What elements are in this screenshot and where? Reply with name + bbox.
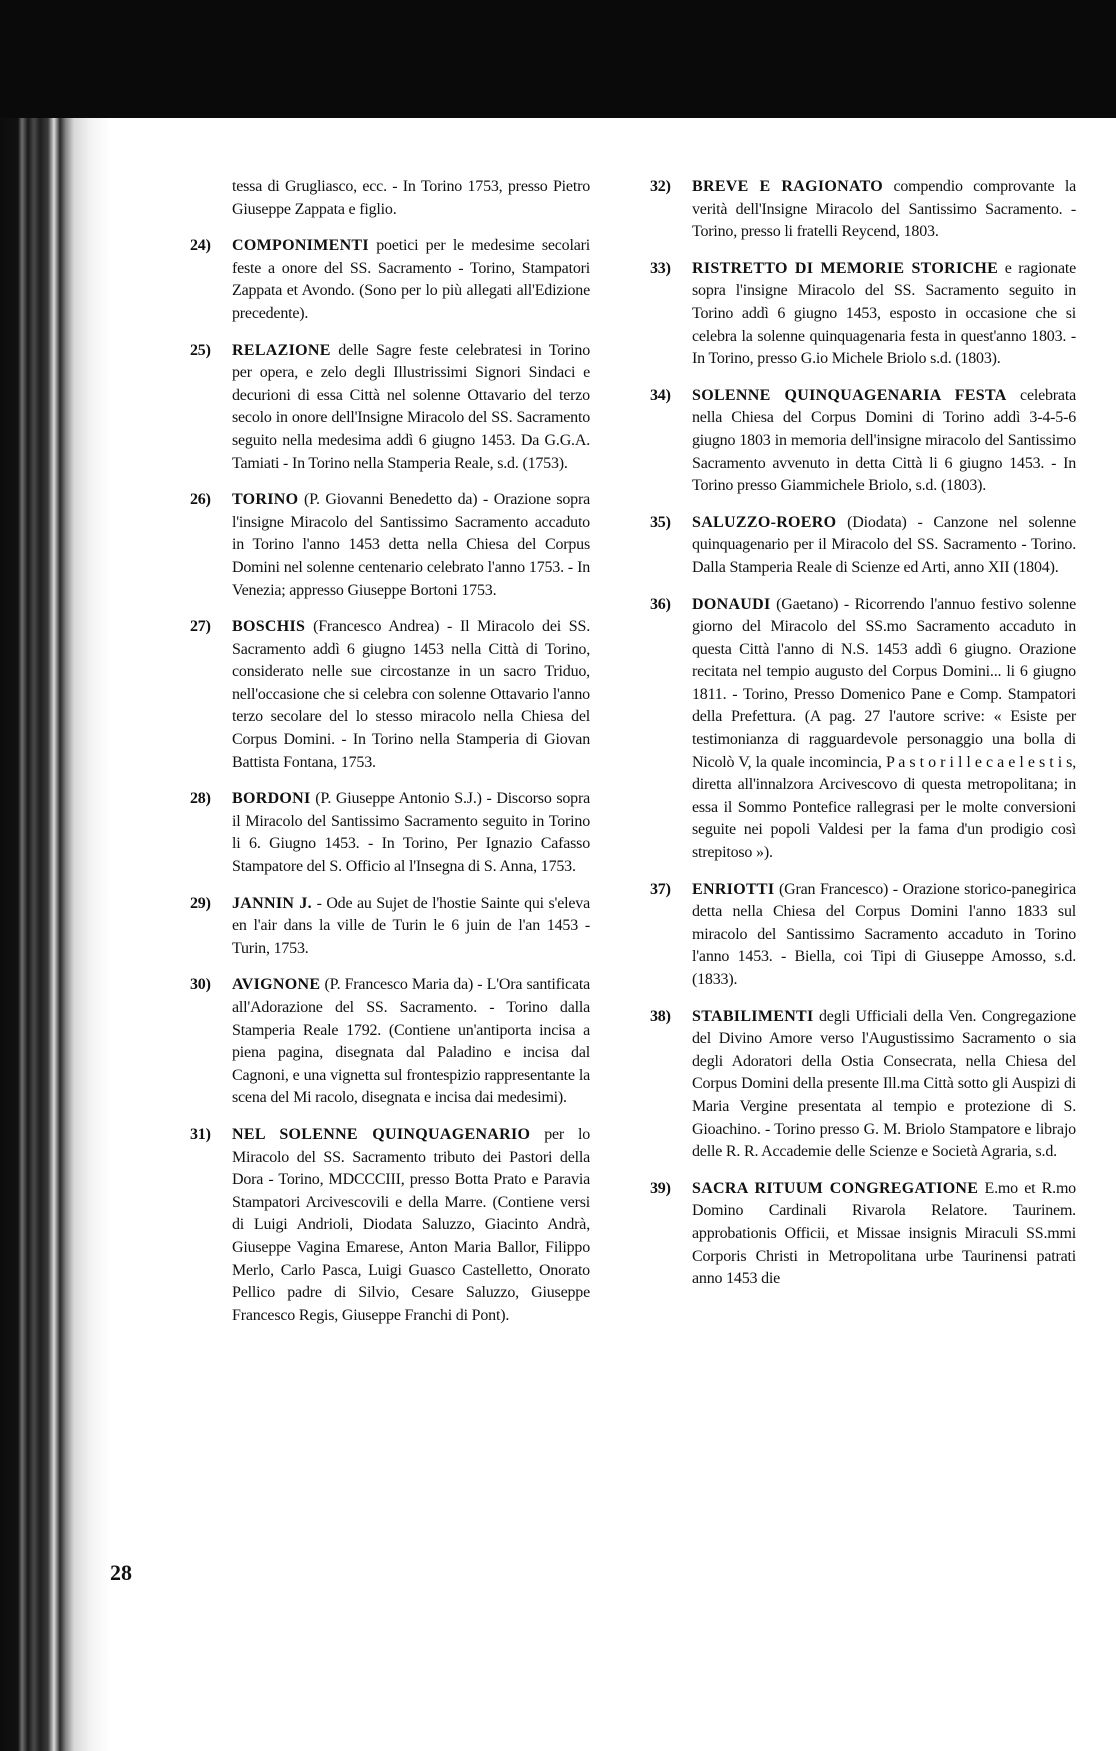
entry-heading: SOLENNE QUINQUAGENARIA FESTA — [692, 386, 1007, 404]
entry-text: tessa di Grugliasco, ecc. - In Torino 1753, presso Pietro Giuseppe Zappata e figlio. — [232, 178, 590, 218]
entry-text: (P. Giuseppe Antonio S.J.) - Discorso sopra il Miracolo del Santissimo Sacramento seguito in Torino li 6. Giugno 1453. - In Torino, Per Ignazio Cafasso Stampatore del S. Officio al l'Insegna di S. Anna, 1753. — [232, 790, 590, 876]
entry-text: E.mo et R.mo Domino Cardinali Rivarola Relatore. Taurinem. approbationis Officii, et Missae insignis Miraculi SS.mmi Corporis Christi in Metropolitana urbe Taurinensi patrati anno 1453 die — [692, 1179, 1076, 1288]
entry-text: delle Sagre feste celebratesi in Torino per opera, e zelo degli Illustrissimi Signori Sindaci e decurioni di essa Città nel solenne Ottavario del terzo secolo in onore dell'Insigne Miracolo del SS. Sacramento seguito nella medesima addì 6 giugno 1453. Da G.G.A. Tamiati - In Torino nella Stamperia Reale, s.d. (1753). — [232, 341, 590, 472]
entry-heading: SACRA RITUUM CONGREGATIONE — [692, 1179, 979, 1197]
bibliography-entry — [190, 1124, 590, 1327]
entry-heading: AVIGNONE — [232, 976, 321, 994]
entry-text: compendio comprovante la verità dell'Insigne Miracolo del Santissimo Sacramento. - Torino, presso li fratelli Reycend, 1803. — [692, 178, 1076, 241]
entry-text: per lo Miracolo del SS. Sacramento tributo dei Pastori della Dora - Torino, MDCCCIII, presso Botta Prato e Paravia Stampatori Arcivescovili e della Marre. (Contiene versi di Luigi Andrioli, Diodata Saluzzo, Giacinto Andrà, Giuseppe Vagina Emarese, Anton Maria Ballor, Filippo Merlo, Carlo Pasca, Luigi Guasco Castelletto, Onorato Pellico padre di Silvio, Cesare Saluzzo, Giuseppe Francesco Regis, Giuseppe Franchi di Pont). — [232, 1125, 590, 1324]
entry-text: (Gaetano) - Ricorrendo l'annuo festivo solenne giorno del Miracolo del SS.mo Sacramento accaduto in questa Città l'anno di N.S. 1453 addì 6 giugno. Orazione recitata nel tempio augusto del Corpus Domini... li 6 giugno 1811. - Torino, Presso Domenico Pane e Comp. Stampatori della Prefettura. (A pag. 27 l'autore scrive: « Esiste per testimonianza di ragguardevole personaggio una bolla di Nicolò V, la quale incomincia, P a s t o r i l l e c a e l e s t i s, diretta all'innalzora Arcivescovo di questa metropolitana; in essa il Sommo Pontefice rallegrasi per le molte conversioni seguite nei popoli Valdesi per la fama d'un prodigio così strepitoso »). — [692, 595, 1076, 862]
bibliography-entry — [190, 489, 590, 602]
entry-heading: ENRIOTTI — [692, 880, 775, 898]
entry-heading: BORDONI — [232, 790, 311, 808]
bibliography-entry — [190, 974, 590, 1110]
bibliography-entry — [650, 258, 1076, 371]
entry-heading: RELAZIONE — [232, 341, 331, 359]
entry-heading: SALUZZO-ROERO — [692, 513, 837, 531]
entry-text: celebrata nella Chiesa del Corpus Domini di Torino addì 3-4-5-6 giugno 1803 in memoria dell'insigne miracolo del Santissimo Sacramento avvenuto in detta Città li 6 giugno 1453. - In Torino presso Giammichele Briolo, s.d. (1803). — [692, 386, 1076, 495]
bibliography-entry — [190, 893, 590, 961]
entry-heading: NEL SOLENNE QUINQUAGENARIO — [232, 1125, 531, 1143]
page-number: 28 — [110, 1560, 132, 1585]
entry-number: 36) — [650, 595, 671, 613]
entry-number: 38) — [650, 1007, 671, 1025]
entry-number: 25) — [190, 341, 211, 359]
entry-heading: TORINO — [232, 491, 299, 509]
bibliography-entry — [650, 385, 1076, 498]
entry-number: 26) — [190, 491, 211, 509]
scan-top-border — [0, 0, 1116, 130]
entry-text: (P. Francesco Maria da) - L'Ora santificata all'Adorazione del SS. Sacramento. - Torino dalla Stamperia Reale 1792. (Contiene un'antiporta incisa a piena pagina, disegnata dal Paladino e incisa dal Cagnoni, e una vignetta sul frontespizio rappresentante la scena del Mi racolo, disegnata e incisa dai medesimi). — [232, 976, 590, 1107]
entry-text: e ragionate sopra l'insigne Miracolo del SS. Sacramento seguito in Torino addì 6 giugno 1453, esposto in occasione che si celebra la solenne quinquagenaria festa in quest'anno 1803. - In Torino, presso G.io Michele Briolo s.d. (1803). — [692, 259, 1076, 368]
entry-text: - Ode au Sujet de l'hostie Sainte qui s'eleva en l'air dans la ville de Turin le 6 juin de l'an 1453 - Turin, 1753. — [232, 894, 590, 957]
entry-text: (P. Giovanni Benedetto da) - Orazione sopra l'insigne Miracolo del Santissimo Sacramento accaduto in Torino l'anno 1453 detta nella Chiesa del Corpus Domini nel solenne centenario celebrato l'anno 1753. - In Venezia; appresso Giuseppe Bortoni 1753. — [232, 491, 590, 599]
entry-heading: BREVE E RAGIONATO — [692, 178, 884, 195]
bibliography-entry — [650, 594, 1076, 865]
left-column — [190, 176, 590, 1341]
entry-number: 33) — [650, 259, 671, 277]
entry-number: 29) — [190, 894, 211, 912]
entry-number: 28) — [190, 790, 211, 808]
bibliography-entry — [650, 512, 1076, 580]
bibliography-entry — [190, 616, 590, 774]
bibliography-entry — [190, 788, 590, 878]
entry-number: 34) — [650, 386, 671, 404]
entry-text: poetici per le medesime secolari feste a onore del SS. Sacramento - Torino, Stampatori Zappata et Avondo. (Sono per lo più allegati all'Edizione precedente). — [232, 237, 590, 322]
entry-number: 27) — [190, 618, 211, 636]
right-column — [650, 176, 1076, 1305]
bibliography-entry — [190, 176, 590, 221]
book-spine-shadow — [0, 118, 110, 1751]
entry-heading: RISTRETTO DI MEMORIE STORICHE — [692, 259, 999, 277]
entry-heading: DONAUDI — [692, 595, 771, 613]
bibliography-entry — [650, 176, 1076, 244]
entry-number: 32) — [650, 178, 671, 195]
bibliography-entry — [190, 235, 590, 325]
entry-heading: JANNIN J. — [232, 894, 312, 912]
bibliography-entry — [190, 340, 590, 476]
entry-number: 35) — [650, 513, 671, 531]
bibliography-entry — [650, 1006, 1076, 1164]
entry-number: 30) — [190, 976, 211, 994]
entry-text: (Diodata) - Canzone nel solenne quinquagenario per il Miracolo del SS. Sacramento - Torino. Dalla Stamperia Reale di Scienze ed Arti, anno XII (1804). — [692, 513, 1076, 576]
entry-text: (Gran Francesco) - Orazione storico-panegirica detta nella Chiesa del Corpus Domini l'anno 1833 sul miracolo del Santissimo Sacramento accaduto in Torino l'anno 1453. - Biella, coi Tipi di Giuseppe Amosso, s.d. (1833). — [692, 880, 1076, 988]
entry-number: 31) — [190, 1125, 211, 1143]
entry-number: 24) — [190, 237, 211, 255]
entry-heading: STABILIMENTI — [692, 1007, 814, 1025]
bibliography-entry — [650, 879, 1076, 992]
entry-number: 39) — [650, 1179, 671, 1197]
book-page — [110, 118, 1116, 1751]
entry-number: 37) — [650, 880, 671, 898]
entry-text: (Francesco Andrea) - Il Miracolo dei SS. Sacramento addì 6 giugno 1453 nella Città di Torino, considerato nelle sue circostanze in un sacro Triduo, nell'occasione che si celebra con solenne Ottavario l'anno terzo secolare del lo stesso miracolo nella Chiesa del Corpus Domini. - In Torino nella Stamperia di Giovan Battista Fontana, 1753. — [232, 618, 590, 771]
bibliography-entry — [650, 1178, 1076, 1291]
entry-heading: COMPONIMENTI — [232, 237, 369, 255]
entry-heading: BOSCHIS — [232, 618, 306, 636]
entry-text: degli Ufficiali della Ven. Congregazione del Divino Amore verso l'Augustissimo Sacramento o sia degli Adoratori della Ostia Consecrata, nella Chiesa del Corpus Domini della presente Ill.ma Città sotto gli Auspizi di Maria Vergine presentata al tempio e protezione di S. Gioachino. - Torino presso G. M. Briolo Stampatore e librajo delle R. R. Accademie delle Scienze e Società Agraria, s.d. — [692, 1007, 1076, 1161]
